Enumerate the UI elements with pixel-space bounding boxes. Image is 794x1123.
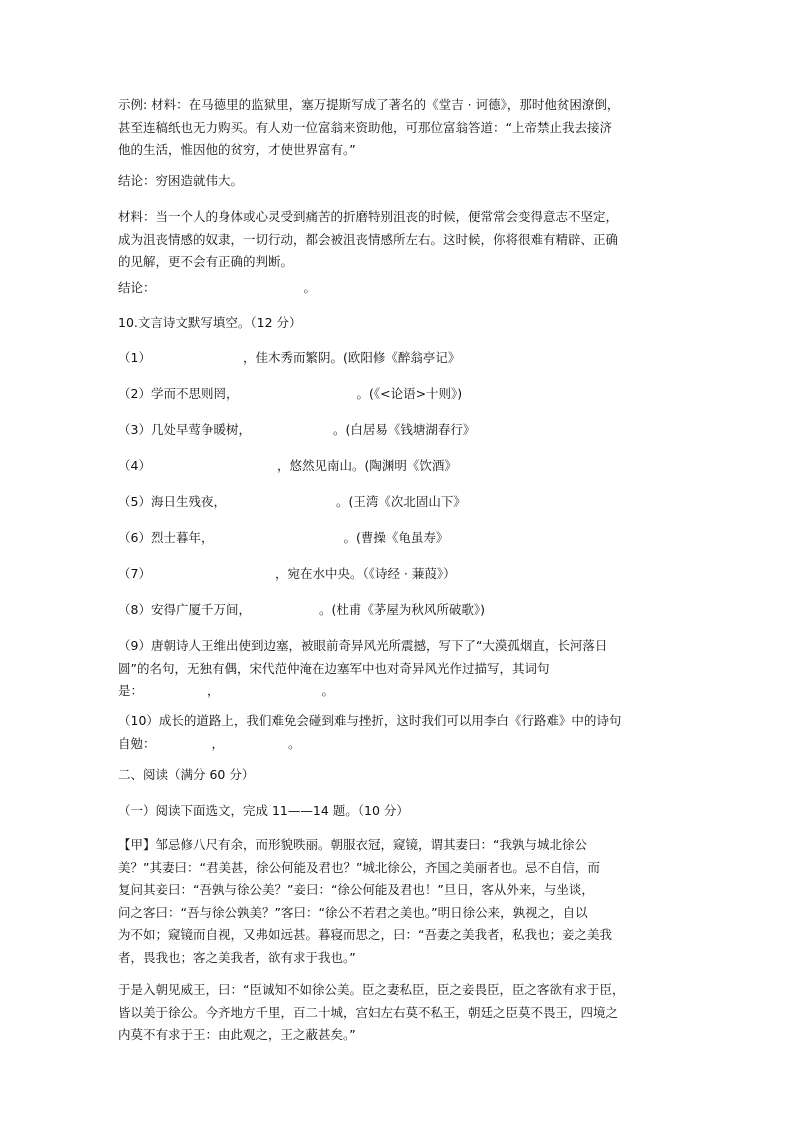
item-suffix: 。(白居易《钱塘湖春行》 bbox=[332, 422, 476, 437]
section-title: 二、阅读（满分 60 分） bbox=[118, 767, 255, 782]
item-suffix: ，宛在水中央。（《诗经 · 蒹葭》） bbox=[274, 566, 456, 581]
item-suffix: 。(《<论语>十则》) bbox=[356, 386, 463, 401]
q10-item-6 bbox=[118, 527, 666, 550]
text-line: 材料：当一个人的身体或心灵受到痛苦的折磨特别沮丧的时候，便常常会变得意志不坚定， bbox=[118, 209, 619, 224]
text-line: 复问其妾曰：“吾孰与徐公美？”妾曰：“徐公何能及君也！”旦日，客从外来，与坐谈， bbox=[118, 882, 594, 897]
section-2-title bbox=[118, 764, 666, 787]
conclusion-label: 结论： bbox=[118, 280, 156, 295]
conclusion-end: 。 bbox=[303, 280, 317, 295]
text-line: 【甲】邹忌修八尺有余，而形貌昳丽。朝服衣冠，窥镜，谓其妻曰：“我孰与城北徐公 bbox=[118, 837, 587, 852]
q10-item-9 bbox=[118, 635, 666, 703]
question-10-title bbox=[118, 312, 666, 335]
text-line: （10）成长的道路上，我们难免会碰到难与挫折，这时我们可以用李白《行路难》中的诗句 bbox=[118, 713, 622, 728]
q10-item-3 bbox=[118, 419, 666, 442]
text-line: 问之客曰：“吾与徐公孰美？”客曰：“徐公不若君之美也。”明日徐公来，孰视之，自以 bbox=[118, 904, 588, 920]
text-line: 美？”其妻曰：“君美甚，徐公何能及君也？”城北徐公，齐国之美丽者也。忌不自信，而 bbox=[118, 859, 600, 875]
passage-paragraph-2 bbox=[118, 979, 666, 1047]
text-line: 皆以美于徐公。今齐地方千里，百二十城，宫妇左右莫不私王，朝廷之臣莫不畏王，四境之 bbox=[118, 1004, 619, 1020]
text-line: 者，畏我也；客之美我者，欲有求于我也。” bbox=[118, 949, 356, 965]
passage-jia bbox=[118, 834, 666, 969]
q10-item-4 bbox=[118, 455, 666, 478]
q10-item-5 bbox=[118, 491, 666, 514]
text-line: 结论：穷困造就伟大。 bbox=[118, 173, 244, 188]
item-suffix: 。(杜甫《茅屋为秋风所破歌》) bbox=[318, 602, 485, 617]
text-line: 成为沮丧情感的奴隶，一切行动，都会被沮丧情感所左右。这时候，你将很难有精辟、正确 bbox=[118, 231, 619, 247]
text-line: 于是入朝见威王，曰：“臣诚知不如徐公美。臣之妻私臣，臣之妾畏臣，臣之客欲有求于臣， bbox=[118, 982, 625, 997]
subsection-title: （一）阅读下面选文，完成 11——14 题。（10 分） bbox=[118, 803, 409, 818]
material-paragraph bbox=[118, 206, 666, 274]
item-prefix: （5）海日生残夜， bbox=[118, 494, 226, 509]
text-line: 他的生活，惟因他的贫穷，才使世界富有。” bbox=[118, 142, 356, 157]
text-line: 甚至连稿纸也无力购买。有人劝一位富翁来资助他，可那位富翁答道：“上帝禁止我去接济 bbox=[118, 119, 612, 135]
item-suffix: 。(王湾《次北固山下》 bbox=[335, 494, 466, 509]
conclusion-blank-line bbox=[118, 277, 666, 300]
item-prefix: （1） bbox=[118, 350, 151, 365]
item-suffix: ，佳木秀而繁阴。(欧阳修《醉翁亭记》 bbox=[242, 350, 461, 365]
q10-item-10 bbox=[118, 710, 666, 755]
separator: ， bbox=[207, 683, 220, 698]
separator: ， bbox=[211, 735, 225, 751]
item-prefix: （7） bbox=[118, 566, 151, 581]
item-suffix: 。 bbox=[288, 735, 301, 751]
question-title: 10.文言诗文默写填空。（12 分） bbox=[118, 315, 302, 330]
item-suffix: 。 bbox=[321, 683, 335, 698]
example-material bbox=[118, 94, 666, 162]
item-prefix: （2）学而不思则罔， bbox=[118, 386, 239, 401]
item-prefix: （8）安得广厦千万间， bbox=[118, 602, 251, 617]
item-suffix: 。(曹操《龟虽寿》 bbox=[343, 530, 449, 545]
text-line: 内莫不有求于王：由此观之，王之蔽甚矣。” bbox=[118, 1027, 356, 1042]
text-line: 示例: 材料：在马德里的监狱里，塞万提斯写成了著名的《堂吉 · 诃德》，那时他贫困潦倒， bbox=[118, 97, 620, 112]
text-line: 为不如；窥镜而自视，又弗如远甚。暮寝而思之，曰：“吾妻之美我者，私我也；妾之美我 bbox=[118, 927, 612, 942]
q10-item-1 bbox=[118, 347, 666, 370]
item-prefix: （6）烈士暮年， bbox=[118, 530, 214, 545]
q10-item-7 bbox=[118, 563, 666, 586]
item-prefix: 自勉： bbox=[118, 735, 156, 751]
text-line: 圆”的名句，无独有偶，宋代范仲淹在边塞军中也对奇异风光作过描写，其词句 bbox=[118, 660, 550, 676]
text-line: （9）唐朝诗人王维出使到边塞，被眼前奇异风光所震撼，写下了“大漠孤烟直，长河落日 bbox=[118, 638, 608, 653]
subsection-1-title bbox=[118, 800, 666, 823]
item-prefix: （3）几处早莺争暖树， bbox=[118, 422, 251, 437]
item-suffix: ，悠然见南山。(陶渊明《饮酒》 bbox=[276, 458, 457, 473]
text-line: 的见解，更不会有正确的判断。 bbox=[118, 254, 294, 269]
example-conclusion bbox=[118, 170, 666, 193]
q10-item-8 bbox=[118, 599, 666, 622]
item-prefix: 是： bbox=[118, 683, 144, 698]
item-prefix: （4） bbox=[118, 458, 151, 473]
q10-item-2 bbox=[118, 383, 666, 406]
